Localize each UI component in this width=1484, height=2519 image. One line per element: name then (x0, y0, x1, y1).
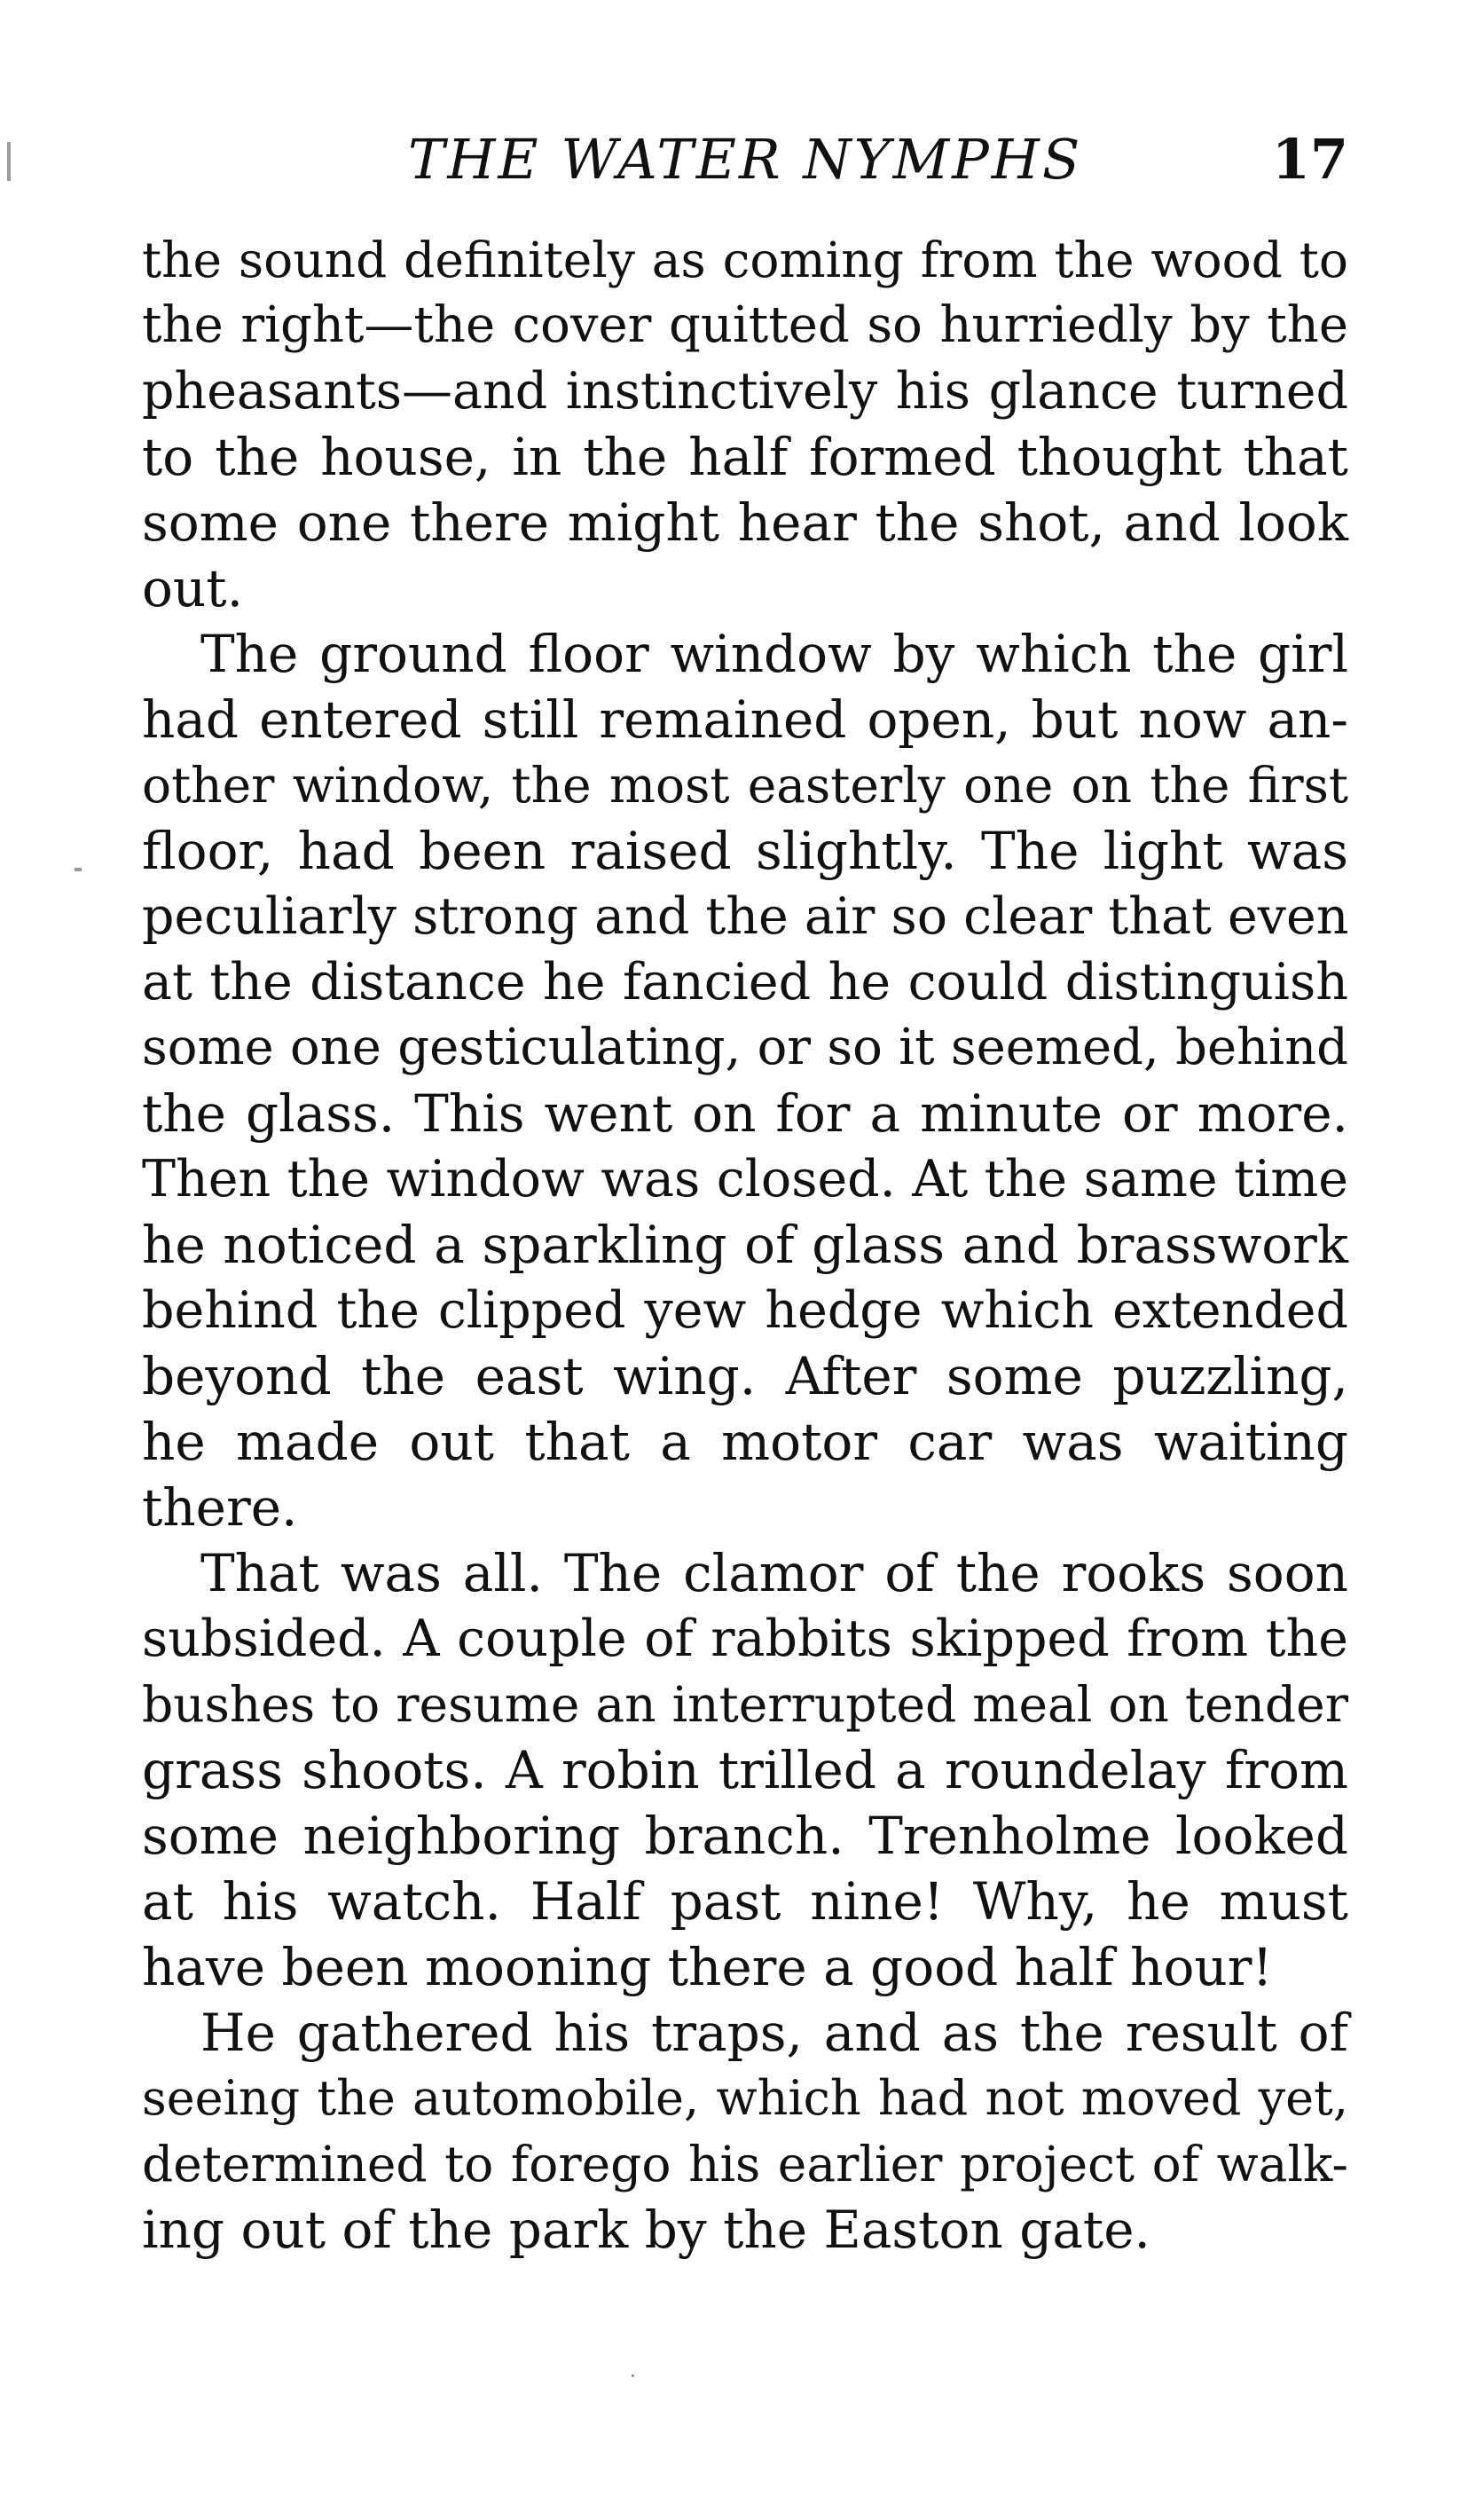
text-line: He gathered his traps, and as the result of (200, 2003, 1348, 2063)
text-line: to the house, in the half formed thought that (142, 427, 1348, 487)
text-line: pheasants—and instinctively his glance turned (142, 362, 1348, 421)
text-line: the sound definitely as coming from the wood to (142, 232, 1348, 288)
page-number: 17 (1271, 127, 1348, 192)
text-line: peculiarly strong and the air so clear that even (142, 887, 1349, 946)
running-title: THE WATER NYMPHS (408, 127, 1083, 192)
body-text (142, 227, 1348, 2263)
text-line: the right—the cover quitted so hurriedly by the (142, 296, 1348, 354)
text-line: Then the window was closed. At the same time (142, 1150, 1348, 1208)
text-line: subsided. A couple of rabbits skipped from the (142, 1610, 1348, 1668)
text-line: grass shoots. A robin trilled a roundelay from (142, 1740, 1348, 1800)
text-line: out. (142, 558, 244, 618)
paragraph (142, 621, 1348, 1540)
text-line: That was all. The clamor of the rooks soon (200, 1543, 1348, 1603)
text-line: floor, had been raised slightly. The light was (142, 821, 1348, 881)
margin-speck (75, 868, 82, 871)
text-line: ing out of the park by the Easton gate. (142, 2200, 1150, 2260)
paragraph (142, 1540, 1348, 2000)
text-line: beyond the east wing. After some puzzling, (142, 1346, 1348, 1406)
text-line: he made out that a motor car was waiting (142, 1412, 1348, 1472)
text-line: behind the clipped yew hedge which extended (142, 1281, 1348, 1340)
text-line: other window, the most easterly one on the first (142, 757, 1348, 814)
text-line: there. (142, 1477, 298, 1538)
text-line: he noticed a sparkling of glass and brasswork (142, 1215, 1348, 1275)
text-line: the glass. This went on for a minute or more. (142, 1083, 1348, 1144)
margin-speck (7, 142, 11, 181)
text-line: seeing the automobile, which had not moved yet, (142, 2070, 1348, 2126)
running-head (142, 120, 1348, 200)
text-line: some one there might hear the shot, and look (142, 492, 1348, 553)
text-line: bushes to resume an interrupted meal on tender (142, 1676, 1348, 1733)
text-line: determined to forego his earlier project of walk- (142, 2136, 1348, 2192)
text-line: The ground floor window by which the girl (200, 624, 1348, 684)
text-line: at the distance he fancied he could distinguish (142, 953, 1348, 1012)
text-line: have been mooning there a good half hour! (142, 1937, 1273, 1997)
margin-speck (632, 2374, 634, 2377)
paragraph (142, 2000, 1348, 2263)
text-line: at his watch. Half past nine! Why, he must (142, 1871, 1348, 1932)
text-line: some one gesticulating, or so it seemed, behind (142, 1019, 1348, 1076)
text-line: some neighboring branch. Trenholme looked (142, 1806, 1348, 1866)
text-line: had entered still remained open, but now an- (142, 689, 1348, 750)
paragraph (142, 227, 1348, 621)
